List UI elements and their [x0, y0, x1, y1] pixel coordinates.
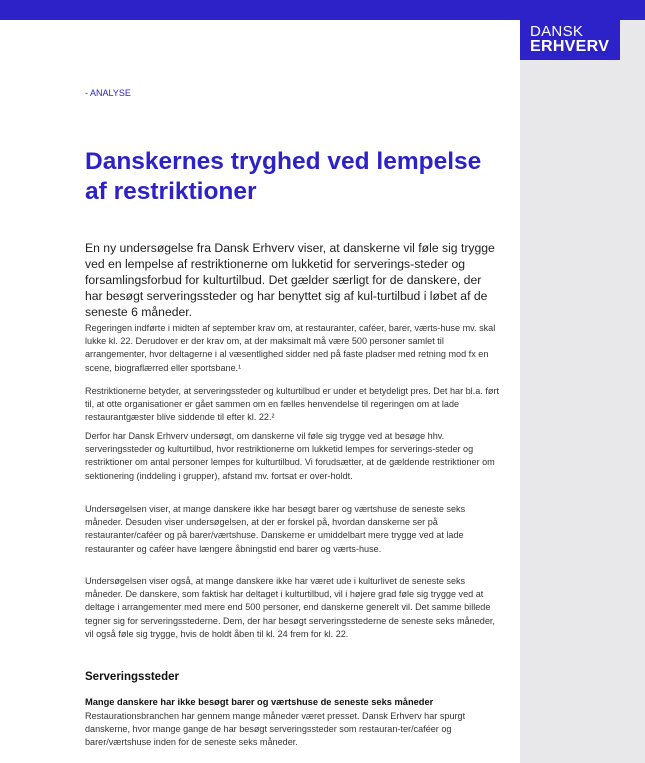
right-sidebar-band — [520, 20, 645, 763]
body-paragraph: Undersøgelsen viser, at mange danskere ikke har besøgt barer og værtshuse de seneste seks måneder. Desuden viser undersøgelsen, at der er forskel på, hvordan danskerne ser på restauranter/caféer og på barer/værtshuse. Danskerne er umiddelbart mere trygge ved at lade restauranter og caféer have længere åbningstid end barer og værts-huse. — [85, 504, 466, 554]
body-paragraph: Regeringen indførte i midten af september krav om, at restauranter, caféer, barer, værts-huse mv. skal lukke kl. 22. Derudover er der krav om, at der maksimalt må være 500 personer samlet til arrangementer, hvor deltagerne i al væsentlighed sidder ned på faste pladser med retning mod fx en scene, biograflærred eller sportsbane.¹ — [85, 323, 496, 373]
body-paragraph: Restriktionerne betyder, at serveringssteder og kulturtilbud er under et betydeligt pres. Det har bl.a. ført til, at otte organisationer er gået sammen om en fælles henvendelse til regeringen om at lade restaurantgæster blive siddende til efter kl. 22.² — [85, 386, 499, 423]
section-paragraph: Restaurationsbranchen har gennem mange måneder været presset. Dansk Erhverv har spurgt danskerne, hvor mange gange de har besøgt serveringssteder som restauran-ter/caféer og barer/værtshuse inden for de seneste seks måneder. — [85, 711, 466, 748]
section-tag: - ANALYSE — [85, 88, 131, 98]
lead-paragraph: En ny undersøgelse fra Dansk Erhverv viser, at danskerne vil føle sig trygge ved en lempelse af restriktionerne om lukketid for serverings-steder og forsamlingsforbud for kulturtilbud. Det gælder særligt for de danskere, der har besøgt serveringssteder og har benyttet sig af kul-turtilbud i løbet af de seneste 6 måneder. — [85, 241, 495, 319]
section-subheading: Mange danskere har ikke besøgt barer og værtshuse de seneste seks måneder — [85, 697, 434, 707]
dansk-erhverv-logo — [520, 20, 620, 60]
logo-line-2: ERHVERV — [530, 38, 610, 55]
body-paragraph: Derfor har Dansk Erhverv undersøgt, om danskerne vil føle sig trygge ved at besøge hhv. serveringssteder og kulturtilbud, hvor restriktionerne om lukketid lempes for serverings-steder og restriktioner om antal personer lempes for kulturtilbud. Vi forudsætter, at de gældende restriktioner om sektionering (inddeling i grupper), afstand mv. fortsat er over-holdt. — [85, 431, 495, 481]
section-heading: Serveringssteder — [85, 671, 179, 683]
top-accent-bar — [0, 0, 645, 20]
page-title: Danskernes tryghed ved lempelse af restriktioner — [85, 148, 482, 205]
body-paragraph: Undersøgelsen viser også, at mange danskere ikke har været ude i kulturlivet de seneste seks måneder. De danskere, som faktisk har deltaget i kulturtilbud, vil i højere grad føle sig trygge ved at deltage i arrangementer med mere end 500 personer, end danskerne generelt vil. Det samme billede tegner sig for serveringsstederne. Dem, der har besøgt serveringsstederne de seneste seks måneder, vil også føle sig trygge, hvis de holdt åben til kl. 24 frem for kl. 22. — [85, 576, 495, 639]
logo-line-1: DANSK — [530, 23, 584, 40]
